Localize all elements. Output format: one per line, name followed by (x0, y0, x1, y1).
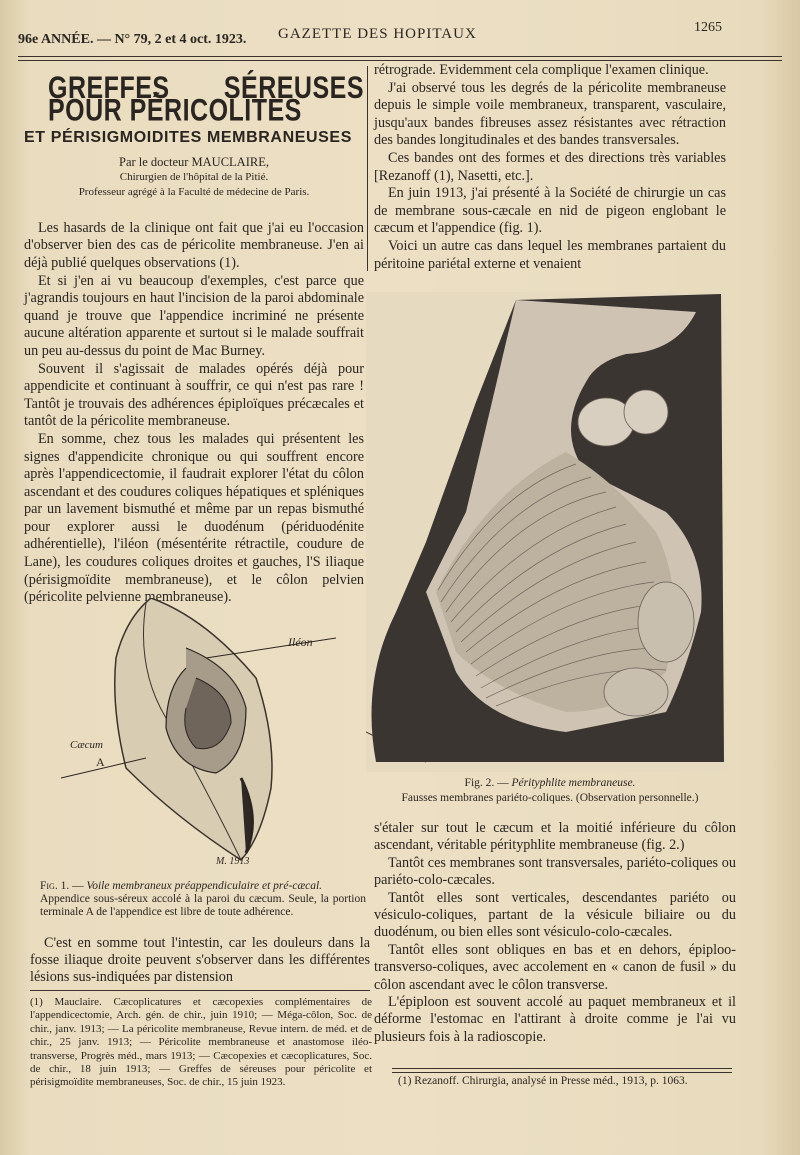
author-affiliation: Chirurgien de l'hôpital de la Pitié. (119, 170, 269, 183)
paragraph: Tantôt ces membranes sont transversales, pariéto-coliques ou pariéto-colo-cæcales. (374, 854, 736, 889)
paragraph: Souvent il s'agissait de malades opérés déjà pour appendicite et continuant à souffrir, ce qui n'est pas rare ! Tantôt je trouvais des adhérences épiploïques précæcales et tantôt de la péricolite membraneuse. (24, 360, 364, 430)
paragraph: Tantôt elles sont verticales, descendantes pariéto ou vésiculo-coliques, partant de la vésicule biliaire ou du duodénum, ou bien elles sont vésiculo-colo-cæcales. (374, 889, 736, 941)
running-header (18, 20, 782, 50)
footnote-rule (392, 1068, 732, 1069)
footnote-right: (1) Rezanoff. Chirurgia, analysé in Presse méd., 1913, p. 1063. (398, 1075, 688, 1087)
paragraph: Et si j'en ai vu beaucoup d'exemples, c'est parce que j'agrandis toujours en haut l'incision de la paroi abdominale quand je trouve que l'appendice incriminé ne présente aucune altération apparente et surtout si le malade souffrait un peu au-dessus du point de Mac Burney. (24, 272, 364, 359)
label-caecum: Cæcum (70, 739, 103, 751)
right-column-lower (374, 820, 736, 1046)
paragraph: C'est en somme tout l'intestin, car les douleurs dans la fosse iliaque droite peuvent s'observer dans les différentes lésions sus-indiquées par distension (30, 935, 370, 985)
figure-title: Pérityphlite membraneuse. (511, 777, 636, 789)
footnote-rule-thin (392, 1072, 732, 1073)
figure-1-illustration (56, 598, 356, 868)
issue-info: 96e ANNÉE. — N° 79, 2 et 4 oct. 1923. (18, 32, 247, 47)
figure-label: Fig. 1. — (40, 880, 84, 892)
author-block (24, 155, 364, 200)
lower-left-paragraph (30, 935, 370, 986)
journal-title: GAZETTE DES HOPITAUX (278, 26, 477, 42)
footnote-left: (1) Mauclaire. Cæcoplicatures et cæcopexies complémentaires de l'appendicectomie, Arch. gén. de chir., juin 1910; — Méga-côlon, Soc. de chir., janv. 1913; — La péricolite membraneuse, Revue intern. de méd. et de chir., 25 janv. 1913; — Péricolite membraneuse et anastomose iléo-transverse, Progrès méd., mars 1913; — Cæcopexies et cæcoplicatures, Soc. de chir., 18 juin 1913; — Greffes de séreuses pour péricolite et périsigmoïdite membraneuses, Soc. de chir., 15 juin 1923. (30, 996, 372, 1089)
author-name: Par le docteur MAUCLAIRE, (119, 154, 269, 169)
paragraph: En juin 1913, j'ai présenté à la Société de chirurgie un cas de membrane sous-cæcale en nid de pigeon englobant le cæcum et l'appendice (fig. 1). (374, 185, 726, 237)
paragraph: L'épiploon est souvent accolé au paquet membraneux et il déforme l'estomac en l'attirant à droite comme je l'ai vu plusieurs fois à la radioscopie. (374, 994, 736, 1045)
figure-1-caption (40, 880, 366, 919)
figure-title: Voile membraneux préappendiculaire et pré-cæcal. (86, 880, 323, 892)
column-divider (367, 66, 368, 271)
article-title: GREFFES SÉREUSES POUR PÉRICOLITES (48, 70, 364, 128)
paragraph: Tantôt elles sont obliques en bas et en dehors, épiploo-transverso-coliques, avec accolement en « canon de fusil » du côlon ascendant avec le côlon transverse. (374, 941, 736, 993)
figure-2-caption (370, 776, 730, 806)
figure-2-illustration (366, 292, 726, 772)
figure-subcaption: Fausses membranes pariéto-coliques. (Observation personnelle.) (401, 792, 699, 804)
header-rule-thin (18, 60, 782, 61)
label-a: A (96, 755, 105, 769)
artist-signature: M. 1913 (216, 856, 250, 867)
paragraph: s'étaler sur tout le cæcum et la moitié inférieure du côlon ascendant, véritable pérityphlite membraneuse (fig. 2.) (374, 820, 736, 854)
paragraph: Ces bandes ont des formes et des directions très variables [Rezanoff (1), Nasetti, etc.]. (374, 149, 726, 184)
article-subtitle: ET PÉRISIGMOIDITES MEMBRANEUSES (24, 129, 352, 147)
footnote-rule (30, 990, 370, 991)
header-rule (18, 56, 782, 57)
left-column (24, 70, 364, 607)
figure-label: Fig. 2. — (464, 777, 509, 789)
paragraph: rétrograde. Evidemment cela complique l'examen clinique. (374, 62, 709, 78)
author-affiliation-2: Professeur agrégé à la Faculté de médecine de Paris. (78, 185, 310, 198)
paragraph: J'ai observé tous les degrés de la péricolite membraneuse depuis le simple voile membraneux, transparent, vasculaire, jusqu'aux bandes fibreuses assez résistantes avec rétraction des bandes longitudinales et des bandes transversales. (374, 79, 726, 149)
paragraph: Voici un autre cas dans lequel les membranes partaient du péritoine pariétal externe et venaient (374, 237, 726, 272)
paragraph: En somme, chez tous les malades qui présentent les signes d'appendicite chronique ou qui souffrent encore après l'appendicectomie, il faudrait explorer l'état du côlon ascendant et des coudures coliques hépatiques et spléniques par un lavement bismuthé et même par un repas bismuthé pour explorer aussi le duodénum (périduodénite adhérentielle), l'iléon (mésentérite rétractile, coudure de Lane), les coudures coliques droites et gauches, l'S iliaque (périsigmoïdite membraneuse), et le côlon pelvien (péricolite pelvienne membraneuse). (24, 430, 364, 606)
label-ileon: Iléon (288, 635, 313, 649)
paragraph: Les hasards de la clinique ont fait que j'ai eu l'occasion d'observer bien des cas de péricolite membraneuse. J'en ai déjà publié quelques observations (1). (24, 219, 364, 271)
page-number: 1265 (694, 20, 722, 35)
right-column (374, 62, 726, 273)
figure-subcaption: Appendice sous-séreux accolé à la paroi du cæcum. Seule, la portion terminale A de l'appendice est libre de toute adhérence. (40, 893, 366, 918)
